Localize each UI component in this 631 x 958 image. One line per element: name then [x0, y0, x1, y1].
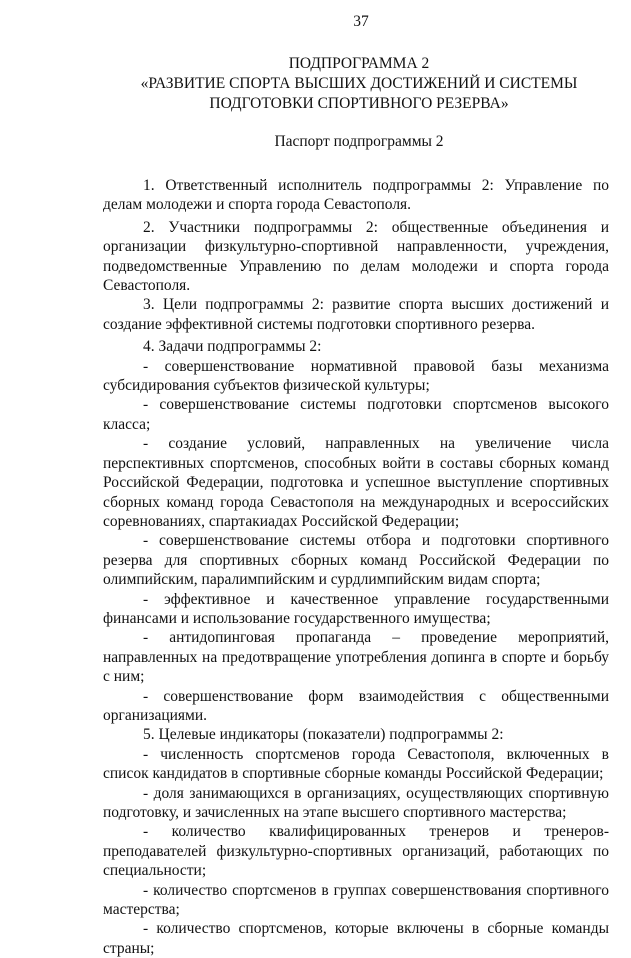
page-number: 37 — [353, 13, 369, 30]
task-item: - антидопинговая пропаганда – проведение мероприятий, направленных на предотвращение употребления допинга в спорте и борьбу с ним; — [103, 629, 609, 686]
document-body — [103, 176, 609, 958]
indicator-item: - количество спортсменов в группах совершенствования спортивного мастерства; — [103, 881, 609, 919]
title-line-2: «РАЗВИТИЕ СПОРТА ВЫСШИХ ДОСТИЖЕНИЙ И СИСТЕМЫ — [140, 75, 578, 92]
task-item: - совершенствование нормативной правовой базы механизма субсидирования субъектов физической культуры; — [103, 357, 609, 395]
title-line-3: ПОДГОТОВКИ СПОРТИВНОГО РЕЗЕРВА» — [209, 95, 509, 112]
paragraph-tasks-heading: 4. Задачи подпрограммы 2: — [143, 338, 322, 356]
title-line-1: ПОДПРОГРАММА 2 — [288, 55, 430, 72]
indicator-item: - количество спортсменов, которые включены в сборные команды страны; — [103, 920, 609, 957]
paragraph-participants: 2. Участники подпрограммы 2: общественные объединения и организации физкультурно-спортивной направленности, учреждения, подведомственные Управлению по делам молодежи и спорта города Севастополя. — [103, 218, 609, 295]
indicator-item: - количество квалифицированных тренеров и тренеров-преподавателей физкультурно-спортивных организаций, работающих по специальности; — [103, 823, 609, 880]
subprogram-title — [103, 54, 609, 114]
indicator-item: - доля занимающихся в организациях, осуществляющих спортивную подготовку, и зачисленных на этапе высшего спортивного мастерства; — [103, 784, 609, 821]
paragraph-indicators-heading: 5. Целевые индикаторы (показатели) подпрограммы 2: — [143, 726, 504, 744]
passport-heading: Паспорт подпрограммы 2 — [274, 133, 444, 150]
paragraph-goals: 3. Цели подпрограммы 2: развитие спорта высших достижений и создание эффективной системы подготовки спортивного резерва. — [103, 296, 609, 333]
task-item: - эффективное и качественное управление государственными финансами и использование государственного имущества; — [103, 590, 609, 627]
paragraph-responsible-executor: 1. Ответственный исполнитель подпрограммы 2: Управление по делам молодежи и спорта города Севастополя. — [103, 177, 609, 214]
task-item: - совершенствование форм взаимодействия с общественными организациями. — [103, 687, 609, 724]
task-item: - создание условий, направленных на увеличение числа перспективных спортсменов, способных войти в составы сборных команд Российской Федерации, подготовка и успешное выступление спортивных сборных команд города Севастополя на международных и всероссийских соревнованиях, спартакиадах Российской Федерации; — [103, 435, 609, 530]
indicator-item: - численность спортсменов города Севастополя, включенных в список кандидатов в спортивные сборные команды Российской Федерации; — [103, 745, 609, 783]
task-item: - совершенствование системы подготовки спортсменов высокого класса; — [103, 396, 609, 433]
task-item: - совершенствование системы отбора и подготовки спортивного резерва для спортивных сборных команд Российской Федерации по олимпийским, паралимпийским и сурдлимпийским видам спорта; — [103, 532, 609, 589]
